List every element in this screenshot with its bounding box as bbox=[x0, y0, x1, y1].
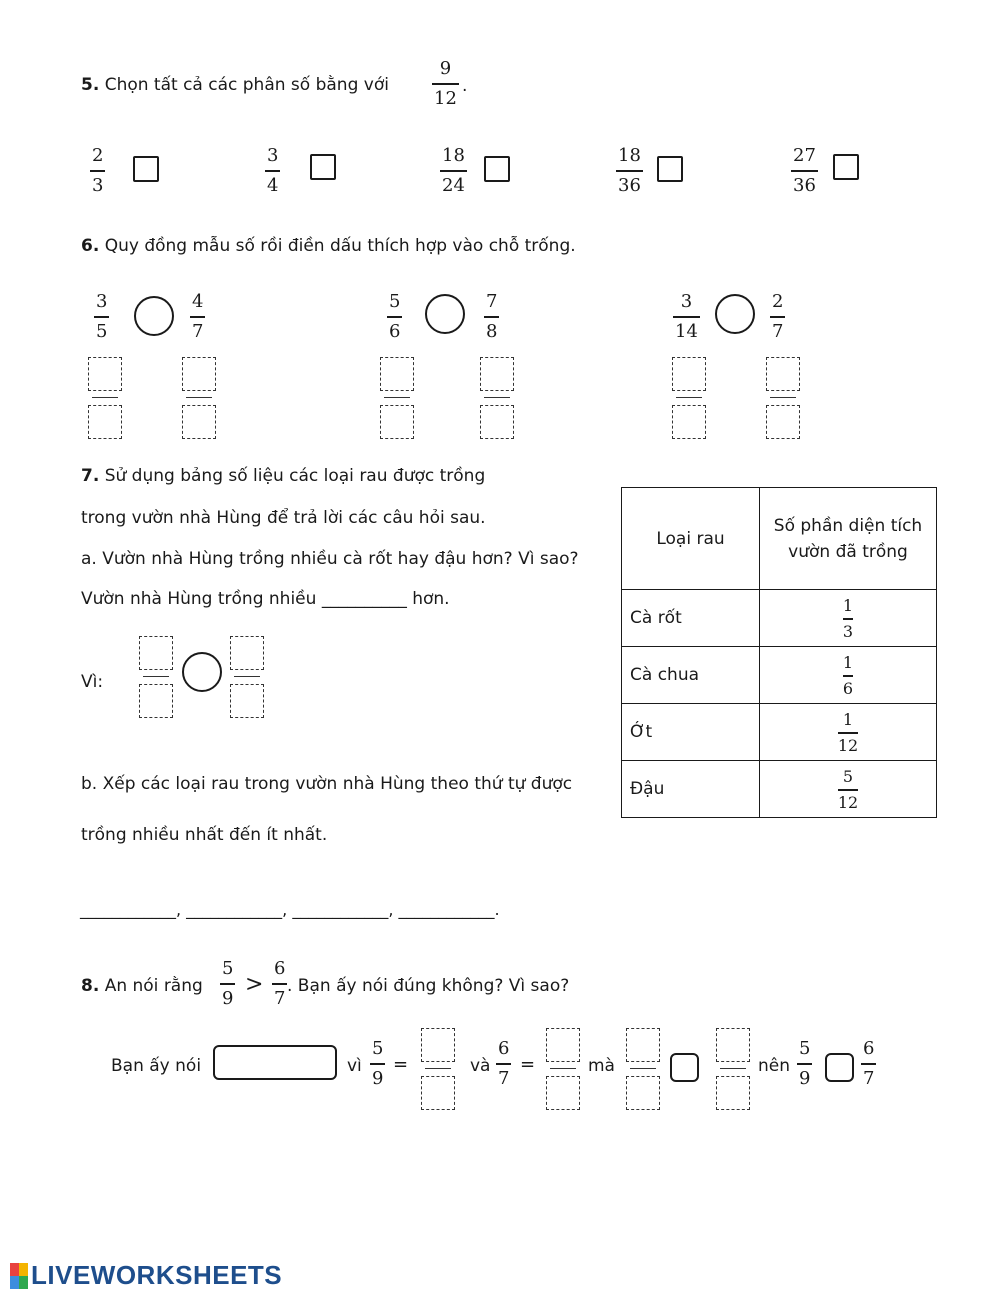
fraction-numerator: 5 bbox=[222, 958, 234, 979]
q5-option-fraction bbox=[265, 147, 280, 195]
equals-sign: = bbox=[520, 1054, 536, 1075]
fraction-numerator: 3 bbox=[96, 291, 108, 312]
fraction-numerator: 3 bbox=[267, 145, 279, 166]
fraction-denominator: 12 bbox=[837, 735, 859, 755]
q6-text: Quy đồng mẫu số rồi điền dấu thích hợp vào chỗ trống. bbox=[104, 236, 576, 256]
q8-claim-left-fraction bbox=[220, 960, 235, 1008]
denominator-input[interactable] bbox=[139, 684, 173, 718]
q8-final-left-fraction bbox=[797, 1040, 812, 1088]
fraction-denominator: 7 bbox=[274, 987, 286, 1009]
q8-eq1-fraction-input bbox=[421, 1028, 455, 1110]
compare-circle[interactable] bbox=[425, 294, 465, 334]
fraction-numerator: 27 bbox=[793, 145, 816, 166]
q8-compare-sign-input[interactable] bbox=[670, 1053, 699, 1082]
fraction-denominator: 7 bbox=[498, 1067, 510, 1089]
q8-number: 8. bbox=[81, 976, 100, 996]
fraction-numerator: 5 bbox=[842, 767, 854, 787]
q5-option-fraction bbox=[791, 147, 818, 195]
q5-period: . bbox=[462, 76, 468, 96]
q7a-question: a. Vườn nhà Hùng trồng nhiều cà rốt hay đậu hơn? Vì sao? bbox=[81, 549, 579, 569]
q5-option-checkbox[interactable] bbox=[484, 156, 510, 182]
fraction-numerator: 4 bbox=[192, 291, 204, 312]
area-fraction bbox=[760, 590, 937, 647]
denominator-input[interactable] bbox=[88, 405, 122, 439]
q7-prompt-line2: trong vườn nhà Hùng để trả lời các câu hỏi sau. bbox=[81, 508, 486, 528]
fraction-numerator: 1 bbox=[842, 710, 854, 730]
fraction-denominator: 5 bbox=[96, 320, 108, 342]
fraction-numerator: 9 bbox=[439, 58, 452, 79]
liveworksheets-wordmark: LIVEWORKSHEETS bbox=[31, 1260, 283, 1290]
fraction-numerator: 18 bbox=[618, 145, 641, 166]
converted-fraction-input bbox=[672, 357, 706, 439]
denominator-input[interactable] bbox=[672, 405, 706, 439]
vegetable-name: Cà rốt bbox=[622, 590, 760, 647]
denominator-input[interactable] bbox=[182, 405, 216, 439]
vegetable-name: Đậu bbox=[622, 761, 760, 818]
q6-number: 6. bbox=[81, 236, 100, 256]
converted-fraction-input bbox=[88, 357, 122, 439]
fraction-denominator: 3 bbox=[92, 174, 104, 196]
liveworksheets-logo bbox=[10, 1260, 282, 1291]
converted-fraction-input bbox=[380, 357, 414, 439]
fraction-numerator: 3 bbox=[680, 291, 693, 312]
q7a-fraction-input bbox=[230, 636, 264, 718]
q8-eq2-fraction bbox=[496, 1040, 511, 1088]
q8-and-label: và bbox=[470, 1056, 491, 1076]
liveworksheets-logo-icon bbox=[10, 1263, 28, 1289]
fraction-numerator: 7 bbox=[486, 291, 498, 312]
q8-but-label: mà bbox=[588, 1056, 615, 1076]
q8-therefore-label: nên bbox=[758, 1056, 791, 1076]
table-row bbox=[622, 590, 937, 647]
denominator-input[interactable] bbox=[380, 405, 414, 439]
fraction-denominator: 14 bbox=[675, 320, 698, 342]
q7-text-line1: Sử dụng bảng số liệu các loại rau được trồng bbox=[104, 466, 486, 486]
fraction-denominator: 7 bbox=[192, 320, 204, 342]
q8-eq1-fraction bbox=[370, 1040, 385, 1088]
q8-compare-fraction-input bbox=[626, 1028, 660, 1110]
fraction-numerator: 6 bbox=[498, 1038, 510, 1059]
q6-fraction-left bbox=[673, 293, 700, 341]
q8-because-label: vì bbox=[347, 1056, 362, 1076]
q5-option-checkbox[interactable] bbox=[833, 154, 859, 180]
q8-eq2-fraction-input bbox=[546, 1028, 580, 1110]
numerator-input[interactable] bbox=[421, 1028, 455, 1062]
q7b-answer-blanks[interactable]: ____________, ____________, ____________, ____________. bbox=[80, 900, 500, 919]
q7b-question: b. Xếp các loại rau trong vườn nhà Hùng theo thứ tự được bbox=[81, 774, 573, 794]
q7a-fraction-input bbox=[139, 636, 173, 718]
fraction-numerator: 18 bbox=[442, 145, 465, 166]
fraction-denominator: 9 bbox=[372, 1067, 384, 1089]
q7a-answer-line: Vườn nhà Hùng trồng nhiều __________ hơn. bbox=[81, 589, 450, 609]
fraction-denominator: 36 bbox=[618, 174, 641, 196]
fraction-numerator: 5 bbox=[389, 291, 401, 312]
table-header-vegetable: Loại rau bbox=[622, 488, 760, 590]
fraction-denominator: 4 bbox=[267, 174, 279, 196]
q8-claim-right-fraction bbox=[272, 960, 287, 1008]
numerator-input[interactable] bbox=[766, 357, 800, 391]
table-row bbox=[622, 647, 937, 704]
q5-option-fraction bbox=[440, 147, 467, 195]
table-row bbox=[622, 761, 937, 818]
fraction-numerator: 1 bbox=[842, 596, 854, 616]
q6-fraction-right bbox=[484, 293, 499, 341]
q8-text-before: An nói rằng bbox=[104, 976, 203, 996]
q8-final-sign-input[interactable] bbox=[825, 1053, 854, 1082]
table-header-area-line1: Số phần diện tích bbox=[773, 515, 923, 536]
numerator-input[interactable] bbox=[380, 357, 414, 391]
fraction-denominator: 9 bbox=[799, 1067, 811, 1089]
q5-option-checkbox[interactable] bbox=[657, 156, 683, 182]
q7-number: 7. bbox=[81, 466, 100, 486]
equals-sign: = bbox=[393, 1054, 409, 1075]
fraction-denominator: 36 bbox=[793, 174, 816, 196]
numerator-input[interactable] bbox=[626, 1028, 660, 1062]
q5-option-checkbox[interactable] bbox=[310, 154, 336, 180]
table-header-area-line2: vườn đã trồng bbox=[788, 541, 908, 562]
numerator-input[interactable] bbox=[672, 357, 706, 391]
area-fraction bbox=[760, 704, 937, 761]
q6-fraction-left bbox=[387, 293, 402, 341]
fraction-denominator: 7 bbox=[772, 320, 784, 342]
q7b-question-line2: trồng nhiều nhất đến ít nhất. bbox=[81, 825, 328, 845]
q8-final-right-fraction bbox=[861, 1040, 876, 1088]
fraction-numerator: 6 bbox=[274, 958, 286, 979]
table-header-area bbox=[760, 488, 937, 590]
numerator-input[interactable] bbox=[139, 636, 173, 670]
vegetable-table bbox=[621, 487, 937, 818]
numerator-input[interactable] bbox=[716, 1028, 750, 1062]
fraction-denominator: 7 bbox=[863, 1067, 875, 1089]
area-fraction bbox=[760, 647, 937, 704]
denominator-input[interactable] bbox=[480, 405, 514, 439]
denominator-input[interactable] bbox=[546, 1076, 580, 1110]
numerator-input[interactable] bbox=[230, 636, 264, 670]
fraction-denominator: 8 bbox=[486, 320, 498, 342]
q8-text-after: . Bạn ấy nói đúng không? Vì sao? bbox=[287, 976, 570, 996]
q6-fraction-right bbox=[770, 293, 785, 341]
q6-fraction-right bbox=[190, 293, 205, 341]
q5-prompt bbox=[81, 77, 389, 94]
q8-answer-input[interactable] bbox=[213, 1045, 337, 1080]
denominator-input[interactable] bbox=[230, 684, 264, 718]
fraction-denominator: 12 bbox=[434, 87, 457, 109]
fraction-numerator: 5 bbox=[372, 1038, 384, 1059]
numerator-input[interactable] bbox=[480, 357, 514, 391]
vegetable-name: Cà chua bbox=[622, 647, 760, 704]
fraction-numerator: 6 bbox=[863, 1038, 875, 1059]
numerator-input[interactable] bbox=[88, 357, 122, 391]
fraction-denominator: 6 bbox=[389, 320, 401, 342]
fraction-denominator: 12 bbox=[837, 792, 859, 812]
fraction-numerator: 1 bbox=[842, 653, 854, 673]
fraction-numerator: 2 bbox=[92, 145, 104, 166]
q5-option-fraction bbox=[90, 147, 105, 195]
q8-compare-fraction-input bbox=[716, 1028, 750, 1110]
q7a-because-label: Vì: bbox=[81, 672, 104, 692]
denominator-input[interactable] bbox=[716, 1076, 750, 1110]
denominator-input[interactable] bbox=[626, 1076, 660, 1110]
q8-claim-operator: > bbox=[245, 972, 264, 997]
converted-fraction-input bbox=[182, 357, 216, 439]
table-row bbox=[622, 704, 937, 761]
q8-answer-label: Bạn ấy nói bbox=[111, 1056, 202, 1076]
converted-fraction-input bbox=[480, 357, 514, 439]
q5-option-fraction bbox=[616, 147, 643, 195]
compare-circle[interactable] bbox=[182, 652, 222, 692]
q7-prompt-line1 bbox=[81, 468, 485, 485]
q6-fraction-left bbox=[94, 293, 109, 341]
vegetable-name: Ớt bbox=[622, 704, 760, 761]
converted-fraction-input bbox=[766, 357, 800, 439]
numerator-input[interactable] bbox=[546, 1028, 580, 1062]
fraction-numerator: 5 bbox=[799, 1038, 811, 1059]
fraction-numerator: 2 bbox=[772, 291, 784, 312]
compare-circle[interactable] bbox=[715, 294, 755, 334]
fraction-denominator: 24 bbox=[442, 174, 465, 196]
compare-circle[interactable] bbox=[134, 296, 174, 336]
q5-target-fraction bbox=[432, 60, 459, 108]
denominator-input[interactable] bbox=[421, 1076, 455, 1110]
denominator-input[interactable] bbox=[766, 405, 800, 439]
q5-option-checkbox[interactable] bbox=[133, 156, 159, 182]
fraction-denominator: 6 bbox=[842, 678, 854, 698]
q5-number: 5. bbox=[81, 75, 100, 95]
area-fraction bbox=[760, 761, 937, 818]
q8-prompt-start bbox=[81, 978, 203, 995]
fraction-denominator: 3 bbox=[842, 621, 854, 641]
q6-prompt bbox=[81, 238, 576, 255]
fraction-denominator: 9 bbox=[222, 987, 234, 1009]
q5-text: Chọn tất cả các phân số bằng với bbox=[104, 75, 389, 95]
numerator-input[interactable] bbox=[182, 357, 216, 391]
